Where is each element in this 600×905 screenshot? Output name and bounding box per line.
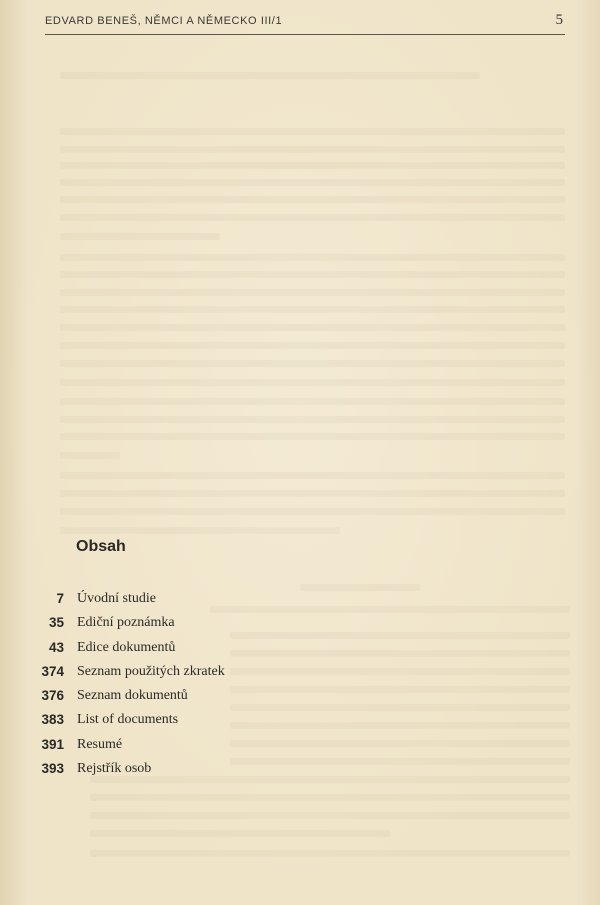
- toc-entry: [0, 761, 600, 785]
- toc-entry-page: 376: [41, 688, 64, 704]
- toc-entry-page: 391: [41, 736, 64, 752]
- toc-entry-page: 374: [41, 663, 64, 679]
- toc-entry-title: Resumé: [77, 736, 123, 752]
- toc-entry-page: 383: [41, 712, 64, 728]
- toc-entry-title: Úvodní studie: [77, 591, 156, 606]
- toc-entry-title: Seznam dokumentů: [77, 688, 188, 704]
- toc-entry: [0, 640, 600, 664]
- toc-entry-title: Rejstřík osob: [77, 761, 152, 777]
- toc-entry-page: 7: [56, 591, 64, 606]
- toc-entry-page: 43: [48, 639, 64, 655]
- toc-entry-title: Edice dokumentů: [77, 639, 176, 655]
- toc-entry-page: 393: [41, 761, 64, 777]
- toc-entry-title: Ediční poznámka: [77, 615, 175, 631]
- toc-entry-page: 35: [48, 615, 64, 631]
- running-header: [45, 12, 565, 35]
- toc-entry: [0, 737, 600, 761]
- toc-entry-title: List of documents: [77, 712, 179, 728]
- toc-entry: [0, 664, 600, 688]
- running-title: EDVARD BENEŠ, NĚMCI A NĚMECKO III/1: [45, 15, 283, 27]
- toc-entry: [0, 615, 600, 639]
- toc-heading: Obsah: [76, 538, 126, 555]
- toc-entry: [0, 591, 600, 615]
- page-number: 5: [555, 12, 563, 28]
- toc-entry-title: Seznam použitých zkratek: [77, 663, 225, 679]
- toc-list: [0, 591, 600, 785]
- toc-entry: [0, 712, 600, 736]
- toc-entry: [0, 688, 600, 712]
